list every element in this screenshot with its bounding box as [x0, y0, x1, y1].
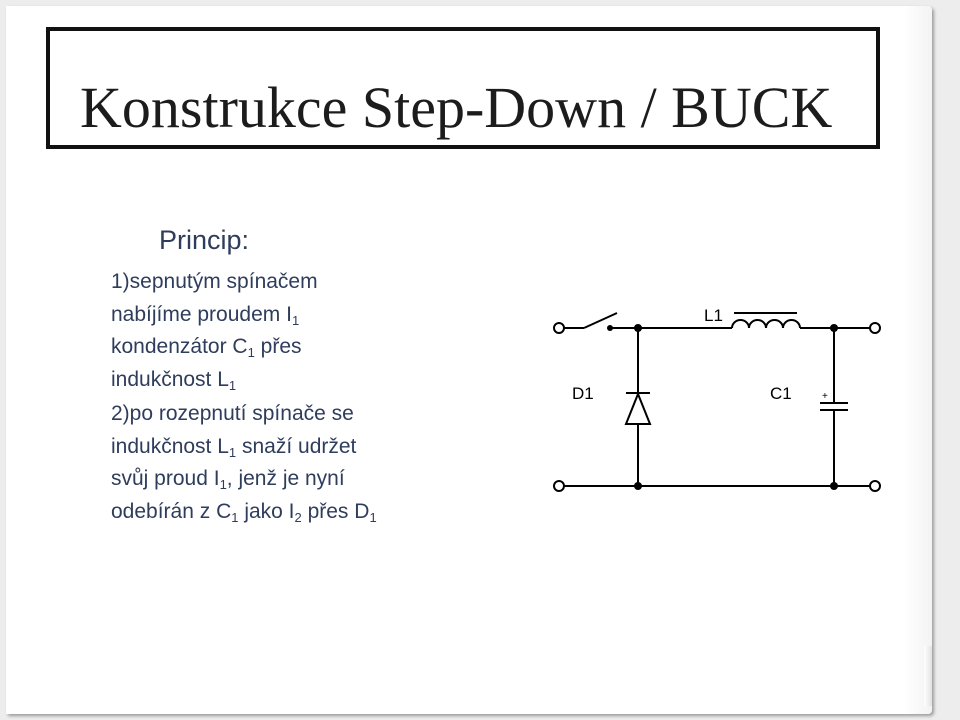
page-corner-shade: [924, 646, 932, 706]
input-terminal-bottom: [554, 481, 564, 491]
text-line: odebírán z $C_1$ jako $I_2$ přes $D_1$: [111, 499, 377, 525]
subscript: 1: [228, 377, 237, 393]
subscript: 2: [294, 509, 302, 525]
text-line: indukčnost $L_1$ snaží udržet: [111, 434, 357, 460]
text-line: 1)sepnutým spínačem: [111, 270, 318, 293]
junction-capacitor-bottom: [830, 482, 838, 490]
subscript: 1: [228, 444, 237, 460]
principle-heading: Princip:: [159, 225, 250, 255]
text-line: svůj proud $I_1$, jenž je nyní: [111, 467, 345, 492]
subscript: 1: [247, 345, 255, 360]
text-line: nabíjíme proudem $I_1$: [111, 302, 300, 328]
diode-triangle: [626, 394, 650, 424]
junction-diode-bottom: [634, 482, 642, 490]
subscript: 1: [369, 509, 377, 525]
input-terminal-top: [554, 323, 564, 333]
subscript: 1: [219, 477, 227, 492]
slide: [6, 6, 932, 714]
capacitor-label: C1: [770, 384, 792, 403]
junction-capacitor-top: [830, 324, 838, 332]
subscript: 1: [291, 312, 300, 328]
text-line: kondenzátor $C_1$ přes: [111, 335, 302, 360]
capacitor-polarity-mark: +: [822, 391, 828, 402]
buck-converter-schematic: [6, 6, 932, 714]
subscript: 1: [231, 509, 239, 525]
inductor-coil: [732, 320, 800, 328]
output-terminal-bottom: [870, 481, 880, 491]
junction-diode-top: [634, 324, 642, 332]
switch-contact: [607, 325, 613, 331]
text-line: indukčnost $L_1$: [111, 367, 237, 393]
slide-title: Konstrukce Step-Down / BUCK: [80, 75, 833, 140]
diode-label: D1: [572, 384, 594, 403]
switch-blade: [584, 313, 617, 328]
inductor-label: L1: [704, 306, 723, 325]
output-terminal-top: [870, 323, 880, 333]
text-line: 2)po rozepnutí spínače se: [111, 402, 354, 425]
